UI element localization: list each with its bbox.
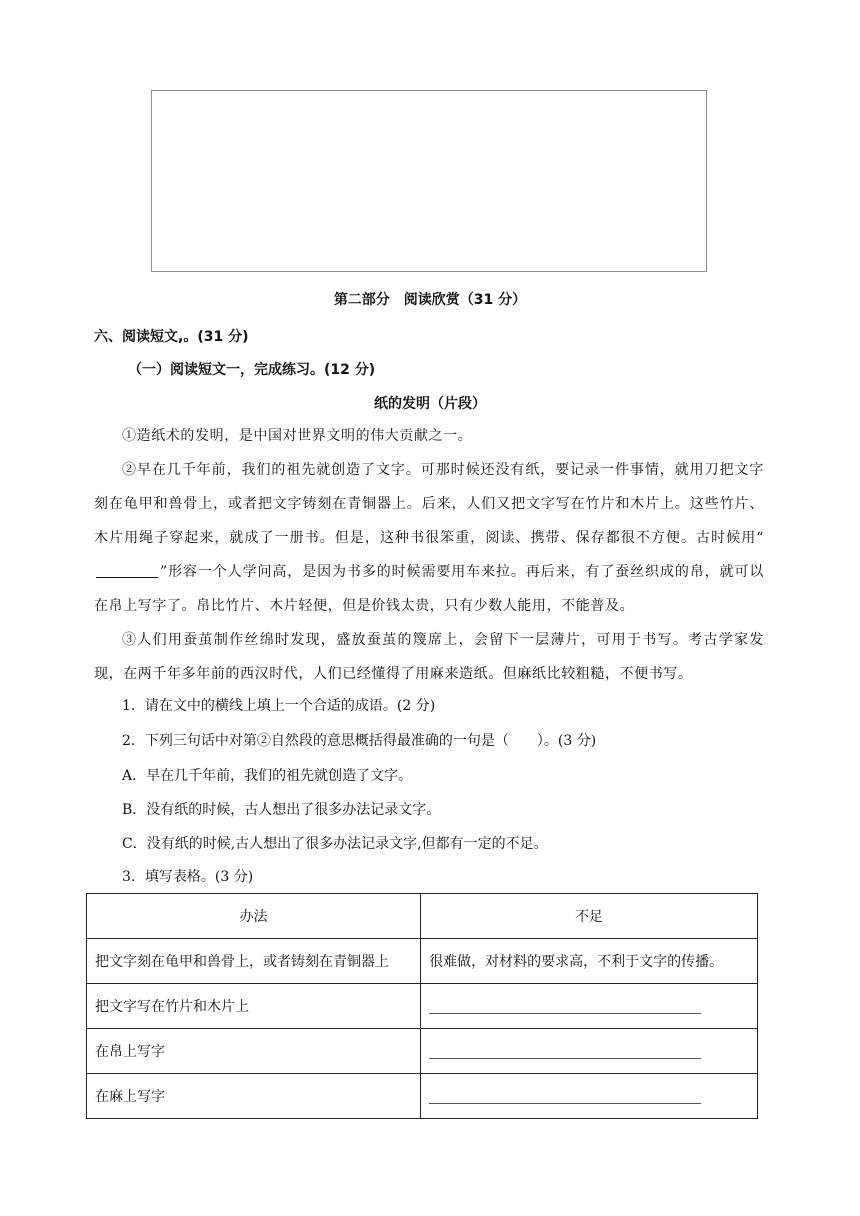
option-a[interactable]: A．早在几千年前，我们的祖先就创造了文字。 <box>122 768 413 784</box>
shortcoming-cell[interactable] <box>421 1074 758 1119</box>
question-six-heading: 六、阅读短文,。(31 分) <box>94 329 249 345</box>
table-row <box>87 1074 758 1119</box>
method-cell: 把文字刻在龟甲和兽骨上，或者铸刻在青铜器上 <box>87 939 421 984</box>
method-cell: 在麻上写字 <box>87 1074 421 1119</box>
method-cell: 把文字写在竹片和木片上 <box>87 984 421 1029</box>
section-title: 第二部分 阅读欣赏（31 分） <box>333 292 527 308</box>
shortcoming-cell[interactable] <box>421 1029 758 1074</box>
paragraph-2-text-start: ②早在几千年前，我们的祖先就创造了文字。可那时候还没有纸，要记录一件事情，就用刀把文字刻在龟甲和兽骨上，或者把文字铸刻在青铜器上。后来，人们又把文字写在竹片和木片上。这些竹片、木片用绳子穿起来，就成了一册书。但是，这种书很笨重，阅读、携带、保存都很不方便。古时候用“ <box>94 462 764 546</box>
question-1: 1．请在文中的横线上填上一个合适的成语。(2 分) <box>122 698 436 714</box>
paragraph-2-text-end: ”形容一个人学问高，是因为书多的时候需要用车来拉。再后来，有了蚕丝织成的帛，就可以在帛上写字了。帛比竹片、木片轻便，但是价钱太贵，只有少数人能用，不能普及。 <box>94 564 764 614</box>
idiom-blank[interactable] <box>96 563 158 578</box>
shortcoming-cell[interactable] <box>421 984 758 1029</box>
option-b[interactable]: B．没有纸的时候，古人想出了很多办法记录文字。 <box>122 802 441 818</box>
option-c[interactable]: C．没有纸的时候,古人想出了很多办法记录文字,但都有一定的不足。 <box>122 836 548 852</box>
passage-paragraph-1: ①造纸术的发明，是中国对世界文明的伟大贡献之一。 <box>122 428 473 444</box>
answer-line[interactable] <box>429 999 701 1014</box>
passage-paragraph-2 <box>94 453 764 623</box>
table-header-row <box>87 894 758 939</box>
table-row <box>87 1029 758 1074</box>
header-method: 办法 <box>87 894 421 939</box>
passage-title: 纸的发明（片段） <box>374 396 486 412</box>
table-row <box>87 984 758 1029</box>
question-3: 3．填写表格。(3 分) <box>122 869 254 885</box>
shortcoming-cell: 很难做，对材料的要求高，不利于文字的传播。 <box>421 939 758 984</box>
passage-paragraph-3: ③人们用蚕茧制作丝绵时发现，盛放蚕茧的篾席上，会留下一层薄片，可用于书写。考古学家发现，在两千年多年前的西汉时代，人们已经懂得了用麻来造纸。但麻纸比较粗糙，不便书写。 <box>94 632 764 682</box>
table-row <box>87 939 758 984</box>
methods-table <box>86 893 758 1119</box>
method-cell: 在帛上写字 <box>87 1029 421 1074</box>
header-shortcoming: 不足 <box>421 894 758 939</box>
answer-line[interactable] <box>429 1044 701 1059</box>
writing-answer-box <box>151 90 707 272</box>
answer-line[interactable] <box>429 1089 701 1104</box>
subsection-one-heading: （一）阅读短文一，完成练习。(12 分) <box>128 362 376 378</box>
question-2: 2．下列三句话中对第②自然段的意思概括得最准确的一句是（ ）。(3 分) <box>122 733 597 749</box>
